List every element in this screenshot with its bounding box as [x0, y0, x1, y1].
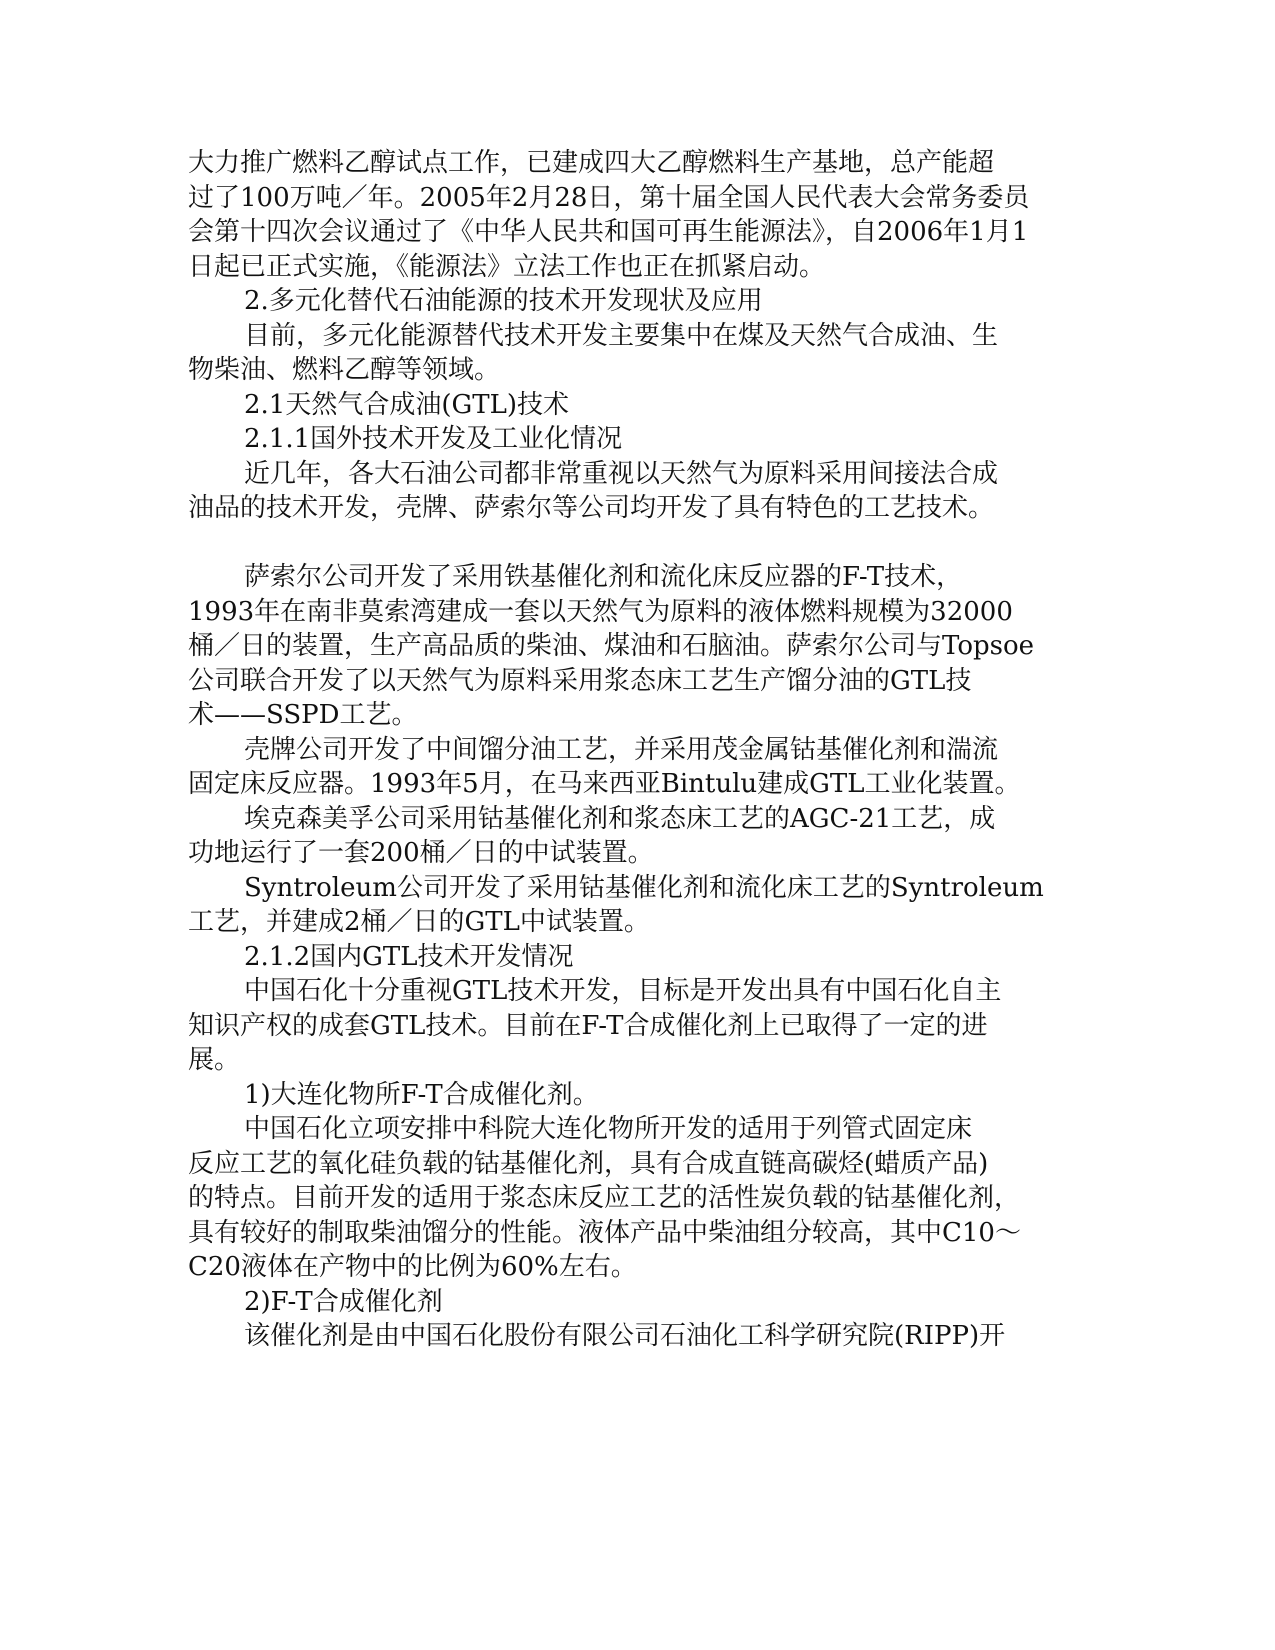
text-line: 公司联合开发了以天然气为原料采用浆态床工艺生产馏分油的GTL技: [188, 665, 972, 696]
text-line: 知识产权的成套GTL技术。目前在F-T合成催化剂上已取得了一定的进: [188, 1010, 988, 1041]
text-line: 中国石化立项安排中科院大连化物所开发的适用于列管式固定床: [244, 1114, 973, 1144]
text-line: 桶／日的装置，生产高品质的柴油、煤油和石脑油。萨索尔公司与Topsoe: [188, 631, 1035, 661]
text-line: 日起已正式实施，《能源法》立法工作也正在抓紧启动。: [188, 251, 826, 282]
text-line: 术——SSPD工艺。: [188, 700, 418, 730]
text-line: Syntroleum公司开发了采用钴基催化剂和流化床工艺的Syntroleum: [244, 872, 1044, 903]
section-heading: 2.1天然气合成油(GTL)技术: [244, 389, 570, 420]
text-line: 萨索尔公司开发了采用铁基催化剂和流化床反应器的F-T技术，: [244, 562, 963, 592]
section-heading: 2.1.2国内GTL技术开发情况: [244, 941, 574, 972]
text-line: 固定床反应器。1993年5月，在马来西亚Bintulu建成GTL工业化装置。: [188, 769, 1021, 799]
text-line: 会第十四次会议通过了《中华人民共和国可再生能源法》，自2006年1月1: [188, 217, 1029, 247]
section-heading: 2.多元化替代石油能源的技术开发现状及应用: [244, 286, 763, 316]
text-line: 该催化剂是由中国石化股份有限公司石油化工科学研究院(RIPP)开: [244, 1321, 1006, 1351]
text-line: 油品的技术开发，壳牌、萨索尔等公司均开发了具有特色的工艺技术。: [188, 493, 995, 523]
text-line: 埃克森美孚公司采用钴基催化剂和浆态床工艺的AGC-21工艺，成: [244, 803, 996, 834]
text-line: 展。: [188, 1045, 241, 1075]
blank-line: [188, 526, 1088, 561]
section-heading: 1)大连化物所F-T合成催化剂。: [244, 1079, 599, 1110]
text-line: 反应工艺的氧化硅负载的钴基催化剂，具有合成直链高碳烃(蜡质产品): [188, 1148, 989, 1179]
text-line: 具有较好的制取柴油馏分的性能。液体产品中柴油组分较高，其中C10～: [188, 1217, 1021, 1248]
text-line: 近几年，各大石油公司都非常重视以天然气为原料采用间接法合成: [244, 458, 999, 489]
text-line: 物柴油、燃料乙醇等领域。: [188, 355, 501, 385]
body-text: [188, 146, 1088, 1354]
text-line: 壳牌公司开发了中间馏分油工艺，并采用茂金属钴基催化剂和湍流: [244, 734, 999, 765]
text-line: 中国石化十分重视GTL技术开发，目标是开发出具有中国石化自主: [244, 976, 1002, 1006]
text-line: C20液体在产物中的比例为60%左右。: [188, 1252, 637, 1282]
text-line: 大力推广燃料乙醇试点工作，已建成四大乙醇燃料生产基地，总产能超: [188, 148, 995, 178]
section-heading: 2)F-T合成催化剂: [244, 1286, 443, 1317]
section-heading: 2.1.1国外技术开发及工业化情况: [244, 424, 623, 454]
text-line: 工艺，并建成2桶／日的GTL中试装置。: [188, 907, 650, 937]
text-line: 1993年在南非莫索湾建成一套以天然气为原料的液体燃料规模为32000: [188, 596, 1013, 627]
text-line: 目前，多元化能源替代技术开发主要集中在煤及天然气合成油、生: [244, 320, 999, 351]
text-line: 过了100万吨／年。2005年2月28日，第十届全国人民代表大会常务委员: [188, 182, 1030, 213]
text-line: 的特点。目前开发的适用于浆态床反应工艺的活性炭负载的钴基催化剂，: [188, 1183, 1021, 1213]
text-line: 功地运行了一套200桶／日的中试装置。: [188, 838, 654, 868]
